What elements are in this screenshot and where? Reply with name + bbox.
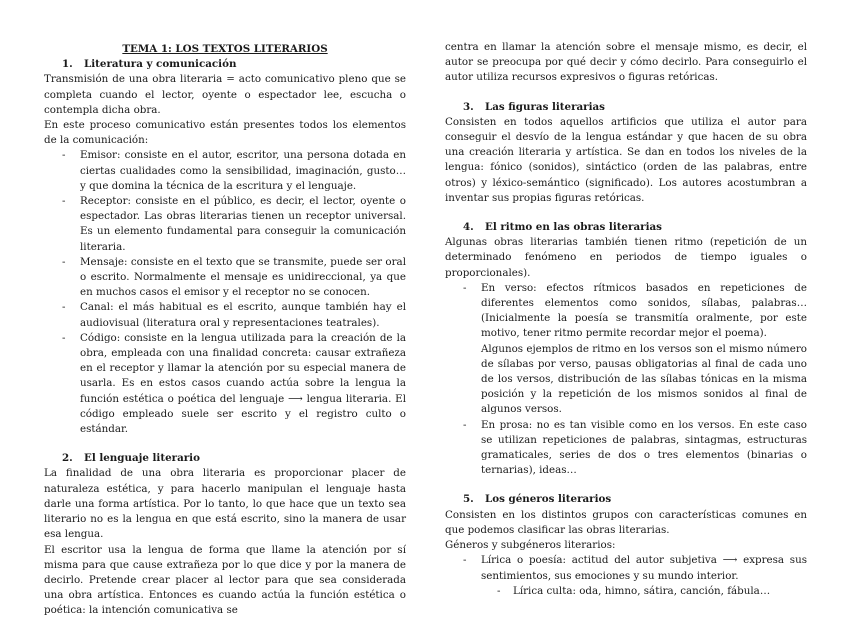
section-5-paragraph-2: Géneros y subgéneros literarios:	[445, 539, 616, 552]
list-item-codigo: - Código: consiste en la lengua utilizada para la creación de la obra, empleada con una finalidad concreta: causar extrañeza en el receptor y llamar la atención por su especial manera de usarla. Es en estos casos cuando actúa sobre la lengua la función estética o poética del lenguaje ⟶ lengua literaria. El código empleado suele ser escrito y el registro culto o estándar.	[44, 331, 406, 437]
list-item-prosa: - En prosa: no es tan visible como en los versos. En este caso se utilizan repeticiones de palabras, sintagmas, estructuras gramaticales, series de dos o tres elementos (binarias o ternarias), ideas…	[445, 418, 807, 479]
rhythm-list-2	[445, 418, 807, 479]
section-2-heading: 2. El lenguaje literario	[62, 452, 200, 465]
section-5-heading: 5. Los géneros literarios	[463, 493, 612, 506]
section-3-paragraph-1: Consisten en todos aquellos artificios que utiliza el autor para conseguir el desvío de la lengua estándar y que hacen de su obra una creación literaria y artística. Se dan en todos los niveles de la lengua: fónico (sonidos), sintáctico (orden de las palabras, entre otros) y léxico-semántico (significado). Los autores acostumbran a inventar sus propias figuras retóricas.	[445, 115, 807, 204]
list-item-emisor: - Emisor: consiste en el autor, escritor, una persona dotada en ciertas cualidades como la sensibilidad, imaginación, gusto… y que domina la técnica de la escritura y el lenguaje.	[44, 148, 406, 194]
list-item-mensaje: - Mensaje: consiste en el texto que se transmite, puede ser oral o escrito. Normalmente el mensaje es unidireccional, ya que en muchos casos el emisor y el receptor no se conocen.	[44, 255, 406, 301]
list-item-lirica-culta: - Lírica culta: oda, himno, sátira, canción, fábula…	[445, 584, 807, 599]
right-column	[445, 40, 807, 599]
section-4-paragraph-1: Algunas obras literarias también tienen ritmo (repetición de un determinado fenómeno en periodos de tiempo iguales o proporcionales).	[445, 236, 807, 279]
communication-elements-list	[44, 148, 406, 437]
section-5-paragraph-1: Consisten en los distintos grupos con características comunes en que podemos clasificar las obras literarias.	[445, 508, 807, 536]
list-item-verso: - En verso: efectos rítmicos basados en repeticiones de diferentes elementos como sonidos, sílabas, palabras… (Inicialmente la poesía se transmitía oralmente, por este motivo, tener ritmo permite recordar mejor el poema).	[445, 281, 807, 342]
section-2-paragraph-1: La finalidad de una obra literaria es proporcionar placer de naturaleza estética, y para hacerlo manipulan el lenguaje hasta darle una forma artística. Por lo tanto, lo que hace que un texto sea literario no es la lengua en que está escrito, sino la manera de usar esa lengua.	[44, 467, 406, 541]
section-1-paragraph-2: En este proceso comunicativo están presentes todos los elementos de la comunicación:	[44, 119, 406, 147]
section-2-paragraph-2-continued: centra en llamar la atención sobre el mensaje mismo, es decir, el autor se preocupa por qué decir y cómo decirlo. Para conseguirlo el autor utiliza recursos expresivos o figuras retóricas.	[445, 41, 807, 84]
section-1-paragraph-1: Transmisión de una obra literaria = acto comunicativo pleno que se completa cuando el lector, oyente o espectador lee, escucha o contempla dicha obra.	[44, 73, 406, 116]
list-item-lirica: - Lírica o poesía: actitud del autor subjetiva ⟶ expresa sus sentimientos, sus emociones y su mundo interior.	[445, 553, 807, 583]
section-4-heading: 4. El ritmo en las obras literarias	[463, 221, 662, 234]
genres-list	[445, 553, 807, 583]
left-column	[44, 40, 406, 619]
page-title: TEMA 1: LOS TEXTOS LITERARIOS	[122, 43, 328, 55]
lyric-subgenres-list	[445, 584, 807, 599]
verse-examples-paragraph: Algunos ejemplos de ritmo en los versos son el mismo número de sílabas por verso, pausas obligatorias al final de cada uno de los versos, distribución de las sílabas tónicas en la misma posición y la repetición de los mismos sonidos al final de algunos versos.	[481, 342, 807, 416]
section-3-heading: 3. Las figuras literarias	[463, 100, 605, 113]
section-1-heading: 1. Literatura y comunicación	[62, 58, 237, 71]
rhythm-list	[445, 281, 807, 342]
list-item-canal: - Canal: el más habitual es el escrito, aunque también hay el audiovisual (literatura oral y representaciones teatrales).	[44, 300, 406, 330]
section-2-paragraph-2: El escritor usa la lengua de forma que llame la atención por sí misma para que cause extrañeza por lo que dice y por la manera de decirlo. Pretende crear placer al lector para que sea considerada una obra artística. Entonces es cuando actúa la función estética o poética: la intención comunicativa se	[44, 543, 406, 617]
list-item-receptor: - Receptor: consiste en el público, es decir, el lector, oyente o espectador. Las obras literarias tienen un receptor universal. Es un elemento fundamental para conseguir la comunicación literaria.	[44, 194, 406, 255]
